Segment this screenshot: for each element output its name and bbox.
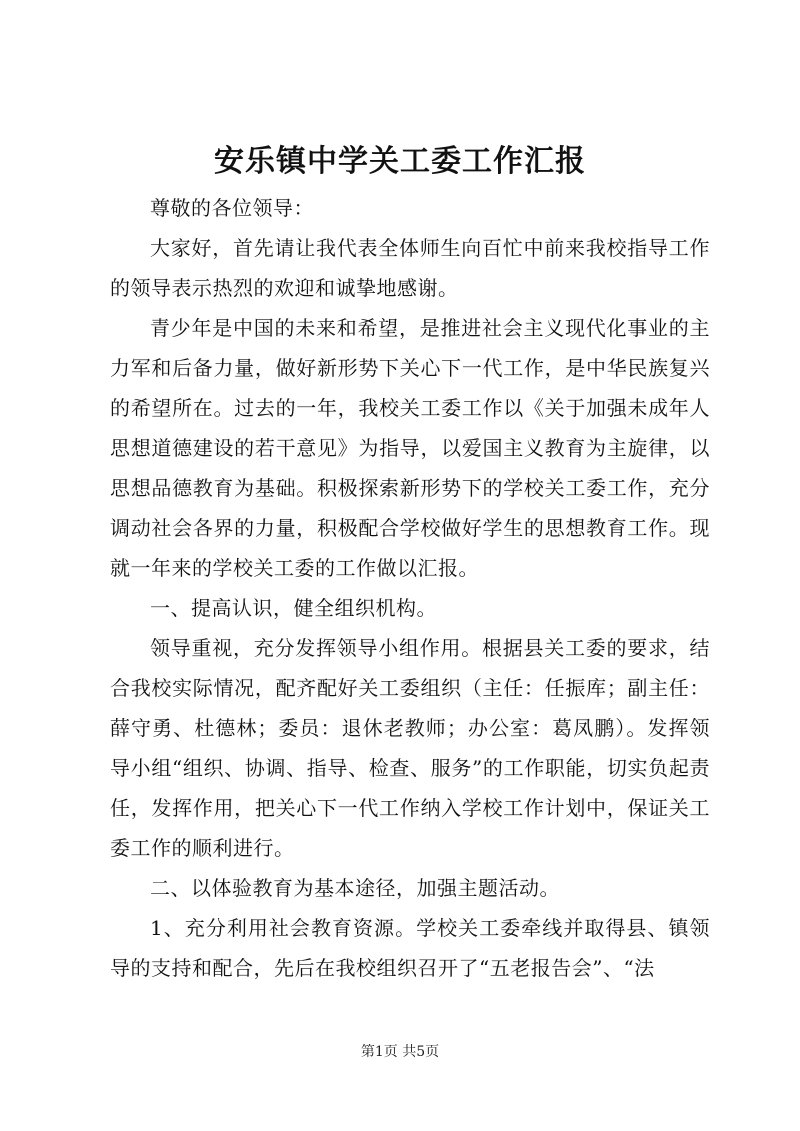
document-body [110,188,710,988]
document-title: 安乐镇中学关工委工作汇报 [214,144,586,179]
salutation-paragraph: 尊敬的各位领导： [150,196,314,220]
page-number-footer: 第1页 共5页 [360,1044,440,1060]
section-1-paragraph: 领导重视，充分发挥领导小组作用。根据县关工委的要求，结合我校实际情况，配齐配好关工委组织（主任：任振库；副主任：薛守勇、杜德林；委员：退休老教师；办公室：葛凤鹏）。发挥领导小组“组织、协调、指导、检查、服务”的工作职能，切实负起责任，发挥作用，把关心下一代工作纳入学校工作计划中，保证关工委工作的顺利进行。 [110,636,710,860]
introduction-paragraph: 青少年是中国的未来和希望，是推进社会主义现代化事业的主力军和后备力量，做好新形势下关心下一代工作，是中华民族复兴的希望所在。过去的一年，我校关工委工作以《关于加强未成年人思想道德建设的若干意见》为指导，以爱国主义教育为主旋律，以思想品德教育为基础。积极探索新形势下的学校关工委工作，充分调动社会各界的力量，积极配合学校做好学生的思想教育工作。现就一年来的学校关工委的工作做以汇报。 [110,316,710,580]
greeting-paragraph: 大家好，首先请让我代表全体师生向百忙中前来我校指导工作的领导表示热烈的欢迎和诚挚地感谢。 [110,236,710,300]
section-heading-2: 二、以体验教育为基本途径，加强主题活动。 [150,876,560,900]
section-2-item-1-paragraph: 1、充分利用社会教育资源。学校关工委牵线并取得县、镇领导的支持和配合，先后在我校组织召开了“五老报告会”、“法 [110,916,710,980]
section-heading-1: 一、提高认识，健全组织机构。 [150,596,437,620]
